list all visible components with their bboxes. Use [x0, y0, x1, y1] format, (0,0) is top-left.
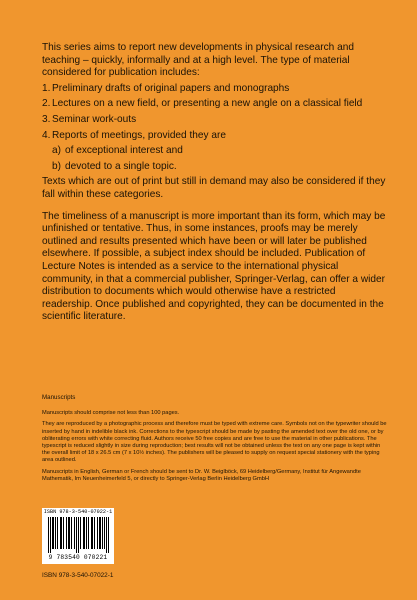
list-item	[42, 83, 388, 96]
list-item-text: Lectures on a new field, or presenting a new angle on a classical field	[52, 98, 363, 110]
list-item	[42, 98, 388, 111]
intro-paragraph: This series aims to report new developments in physical research and teaching – quickly, informally and at a high level. The type of material considered for publication includes:	[42, 42, 354, 79]
list-item	[42, 130, 388, 143]
timeliness-paragraph: The timeliness of a manuscript is more important than its form, which may be unfinished or tentative. Thus, in some instances, proofs may be merely outlined and results presented which have been or will later be published elsewhere. If possible, a subject index should be included. Publication of Lecture Notes is intended as a service to the international physical community, in that a commercial publisher, Springer-Verlag, can offer a wider distribution to documents which would otherwise have a restricted readership. Once published and copyrighted, they can be documented in the scientific literature.	[42, 210, 386, 323]
manuscripts-heading: Manuscripts	[42, 394, 76, 401]
barcode-number: 9 783540 070221	[48, 554, 108, 561]
sub-list-item	[42, 145, 388, 158]
list-item-number: 4.	[42, 129, 51, 141]
manuscripts-typing-instructions: They are reproduced by a photographic process and therefore must be typed with extreme care. Symbols not on the typewriter should be inserted by hand in indelible black ink. Corrections to the typescript should be made by pasting the amended text over the old one, or by obliterating errors with white correcting fluid. Authors receive 50 free copies and are free to use the material in other publications. The typescript is reduced slightly in size during reproduction; best results will not be obtained unless the text on any one page is kept within the overall limit of 18 x 26.5 cm (7 x 10½ inches). The publishers will be pleased to supply on request special stationery with the typing area outlined.	[42, 421, 387, 464]
list-item	[42, 114, 388, 127]
list-item-text: Preliminary drafts of original papers and monographs	[52, 82, 290, 94]
series-description	[42, 42, 388, 324]
barcode	[42, 508, 114, 564]
barcode-bars	[45, 517, 111, 553]
list-item-text: Seminar work-outs	[52, 113, 137, 125]
list-item-number: 3.	[42, 113, 51, 125]
barcode-isbn-label: ISBN 978-3-540-07022-1	[43, 509, 113, 515]
sub-list-item-letter: b)	[52, 160, 61, 172]
manuscripts-section	[42, 394, 388, 483]
list-item-text: Reports of meetings, provided they are	[52, 129, 226, 141]
sub-list-item-text: of exceptional interest and	[65, 145, 183, 157]
manuscripts-submission-address: Manuscripts in English, German or French should be sent to Dr. W. Beiglböck, 69 Heidelberg/Germany, Institut für Angewandte Mathematik, Im Neuenheimerfeld 5, or directly to Springer-Verlag Berlin Heidelberg GmbH	[42, 468, 361, 482]
list-item-number: 1.	[42, 82, 51, 94]
sub-list-item	[42, 161, 388, 174]
out-of-print-paragraph: Texts which are out of print but still in demand may also be considered if they fall within these categories.	[42, 176, 386, 200]
list-item-number: 2.	[42, 98, 51, 110]
sub-list-item-letter: a)	[52, 145, 61, 157]
manuscripts-length-note: Manuscripts should comprise not less than 100 pages.	[42, 410, 180, 417]
sub-list-item-text: devoted to a single topic.	[65, 160, 177, 172]
isbn: ISBN 978-3-540-07022-1	[42, 572, 114, 579]
